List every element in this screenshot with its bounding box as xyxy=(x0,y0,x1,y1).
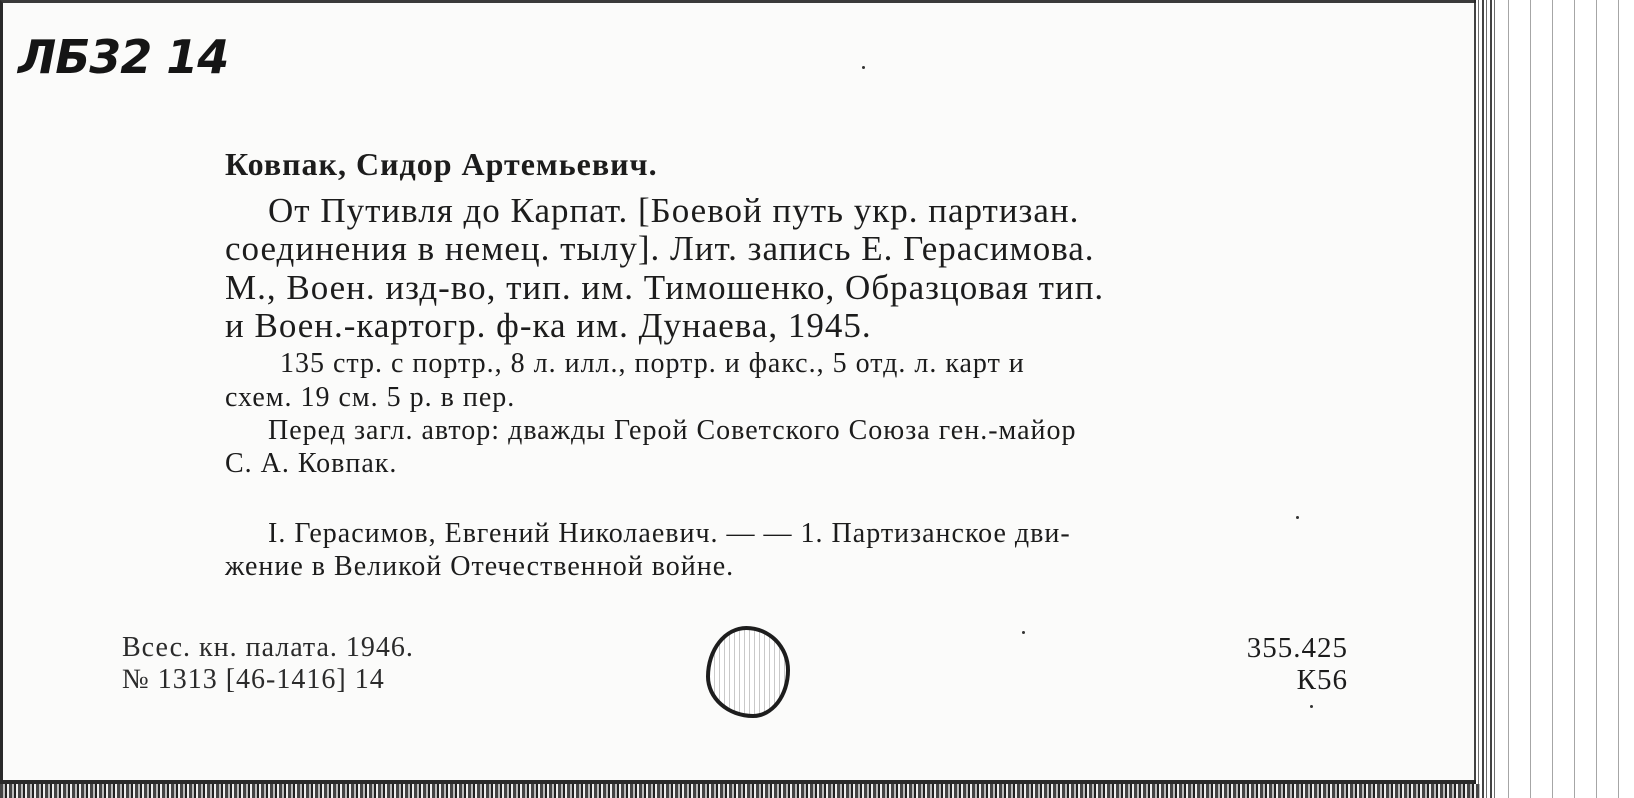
card-bottom-edge xyxy=(0,784,1480,798)
note-line: С. А. Ковпак. xyxy=(225,448,398,479)
title-line: М., Воен. изд-во, тип. им. Тимошенко, Образцовая тип. xyxy=(225,268,1105,307)
scan-speck xyxy=(862,66,865,69)
tracing-line: I. Герасимов, Евгений Николаевич. — — 1. Партизанское дви- xyxy=(268,518,1071,549)
author-heading: Ковпак, Сидор Артемьевич. xyxy=(225,146,658,182)
physical-description-line: схем. 19 см. 5 р. в пер. xyxy=(225,382,516,413)
scan-speck xyxy=(1022,631,1025,634)
scan-speck xyxy=(1310,705,1313,708)
author-mark: К56 xyxy=(1296,664,1348,696)
title-line: и Воен.-картогр. ф-ка им. Дунаева, 1945. xyxy=(225,306,872,345)
title-line: соединения в немец. тылу]. Лит. запись Е. Герасимова. xyxy=(225,229,1095,268)
title-line: От Путивля до Карпат. [Боевой путь укр. партизан. xyxy=(268,191,1080,230)
handwritten-shelfmark: ЛБ32 14 xyxy=(18,30,229,84)
tracing-line: жение в Великой Отечественной войне. xyxy=(225,551,735,582)
chamber-imprint: Всес. кн. палата. 1946. xyxy=(122,632,414,663)
scan-speck xyxy=(1296,516,1299,519)
card-punch-hole xyxy=(706,626,790,718)
card-stack-edge xyxy=(1474,0,1496,798)
note-line: Перед загл. автор: дважды Герой Советского Союза ген.-майор xyxy=(268,415,1077,446)
scan-edge-noise xyxy=(1498,0,1634,798)
physical-description-line: 135 стр. с портр., 8 л. илл., портр. и факс., 5 отд. л. карт и xyxy=(280,348,1025,379)
card-number: № 1313 [46-1416] 14 xyxy=(122,664,385,695)
classification-number: 355.425 xyxy=(1246,632,1348,664)
